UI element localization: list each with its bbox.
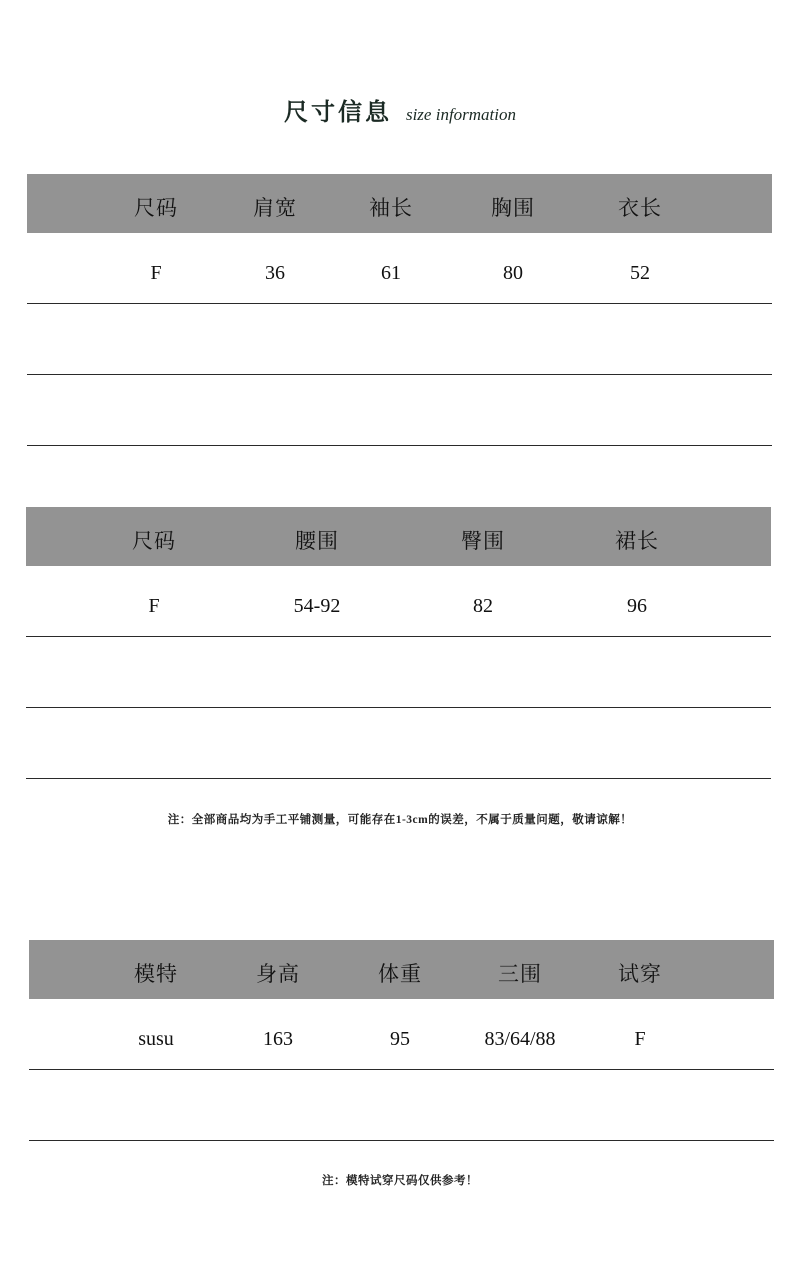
header-skirt-length: 裙长	[615, 529, 659, 553]
cell-size: F	[148, 595, 160, 617]
table-header	[29, 940, 774, 999]
tops-size-table	[27, 174, 772, 446]
table-row	[27, 375, 772, 446]
table-header	[26, 507, 771, 566]
header-shoulder: 肩宽	[253, 196, 297, 220]
cell-skirt-length: 96	[627, 595, 647, 617]
header-sleeve: 袖长	[369, 196, 413, 220]
header-try-size: 试穿	[618, 962, 662, 986]
header-bust: 胸围	[491, 196, 535, 220]
cell-waist: 54-92	[293, 595, 341, 617]
table-row	[29, 1070, 774, 1141]
header-weight: 体重	[378, 962, 422, 986]
title-zh: 尺寸信息	[283, 100, 392, 126]
header-measurements: 三围	[498, 962, 542, 986]
table-header	[27, 174, 772, 233]
skirt-size-table	[26, 507, 771, 779]
table-row	[26, 708, 771, 779]
header-waist: 腰围	[295, 529, 339, 553]
measurement-note: 注：全部商品均为手工平铺测量，可能存在1-3cm的误差，不属于质量问题，敬请谅解！	[167, 814, 633, 826]
title-en: size information	[405, 105, 517, 124]
table-row	[26, 566, 771, 637]
cell-sleeve: 61	[381, 262, 401, 284]
model-table	[29, 940, 774, 1141]
page-title	[0, 92, 800, 127]
cell-weight: 95	[390, 1028, 410, 1050]
cell-shoulder: 36	[265, 262, 285, 284]
cell-measurements: 83/64/88	[484, 1028, 556, 1050]
table-row	[27, 233, 772, 304]
header-size: 尺码	[132, 529, 176, 553]
cell-bust: 80	[503, 262, 523, 284]
cell-hip: 82	[473, 595, 493, 617]
table-row	[27, 304, 772, 375]
header-hip: 臀围	[461, 529, 505, 553]
cell-height: 163	[263, 1028, 293, 1050]
cell-size: F	[150, 262, 162, 284]
cell-model: susu	[138, 1028, 174, 1050]
table-row	[26, 637, 771, 708]
header-length: 衣长	[618, 196, 662, 220]
table-row	[29, 999, 774, 1070]
cell-try-size: F	[634, 1028, 646, 1050]
header-size: 尺码	[134, 196, 178, 220]
header-height: 身高	[256, 962, 300, 986]
cell-length: 52	[630, 262, 650, 284]
header-model: 模特	[134, 962, 178, 986]
model-note: 注：模特试穿尺码仅供参考！	[322, 1175, 478, 1187]
